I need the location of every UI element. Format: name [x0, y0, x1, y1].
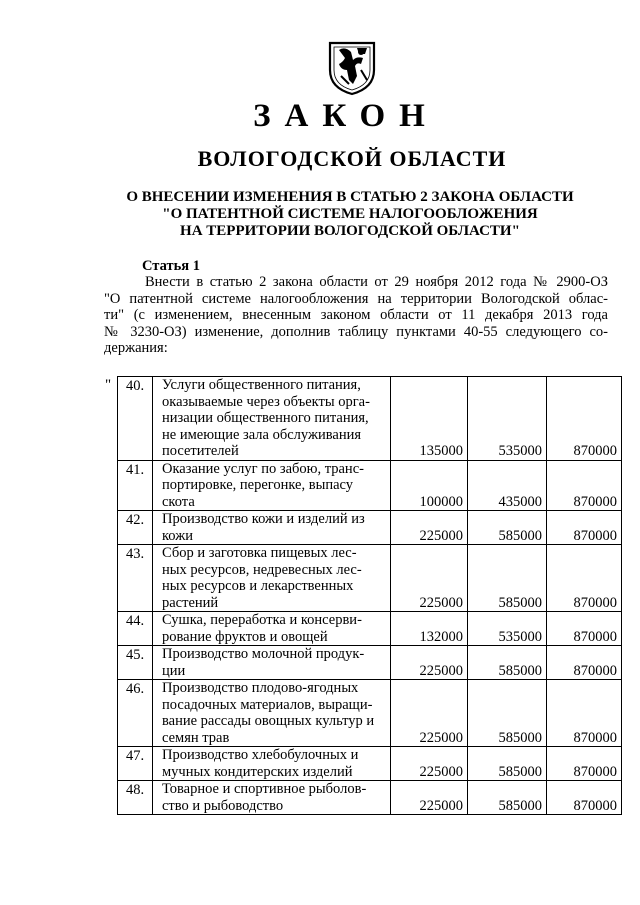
description-line: ство и рыбоводство [162, 797, 284, 814]
description-line: Товарное и спортивное рыболов- [162, 781, 367, 797]
amount-v1: 225000 [391, 511, 468, 545]
description-line: Сбор и заготовка пищевых лес- [162, 545, 357, 561]
description-line: рование фруктов и овощей [162, 628, 328, 645]
article-heading: Статья 1 [142, 258, 200, 274]
paragraph-line: ти" (с изменением, внесенным законом области от 11 декабря 2013 года [104, 307, 608, 323]
amount-v3: 870000 [547, 747, 622, 781]
amount-v2: 585000 [468, 545, 547, 612]
table-row [118, 545, 622, 612]
amount-v1: 225000 [391, 646, 468, 680]
amount-v1: 225000 [391, 680, 468, 747]
amount-v1: 135000 [391, 377, 468, 461]
amount-v1: 225000 [391, 747, 468, 781]
table-row [118, 511, 622, 545]
amount-v1: 132000 [391, 612, 468, 646]
table-row [118, 781, 622, 815]
paragraph-line: № 3230-ОЗ) изменение, дополнив таблицу пунктами 40-55 следующего со- [104, 323, 608, 340]
region-title: ВОЛОГОДСКОЙ ОБЛАСТИ [197, 146, 507, 171]
description-line: портировке, перегонке, выпасу [162, 477, 354, 493]
amount-v2: 585000 [468, 781, 547, 815]
activity-description [153, 377, 391, 461]
description-line: ных ресурсов, недревесных лес- [162, 561, 362, 578]
amount-v2: 435000 [468, 460, 547, 511]
description-line: Производство хлебобулочных и [162, 747, 359, 763]
item-number: 41. [118, 460, 153, 511]
activity-description [153, 460, 391, 511]
subject-line: НА ТЕРРИТОРИИ ВОЛОГОДСКОЙ ОБЛАСТИ" [180, 223, 520, 239]
description-line: Производство кожи и изделий из [162, 511, 365, 527]
amount-v1: 225000 [391, 781, 468, 815]
table-row [118, 680, 622, 747]
coat-of-arms-icon [327, 40, 377, 96]
amount-v1: 100000 [391, 460, 468, 511]
description-line: оказываемые через объекты орга- [162, 393, 370, 410]
item-number: 44. [118, 612, 153, 646]
amount-v3: 870000 [547, 781, 622, 815]
amount-v2: 535000 [468, 612, 547, 646]
amount-v2: 585000 [468, 511, 547, 545]
item-number: 47. [118, 747, 153, 781]
description-line: Услуги общественного питания, [162, 377, 361, 393]
amount-v3: 870000 [547, 646, 622, 680]
table-row [118, 460, 622, 511]
description-line: мучных кондитерских изделий [162, 763, 353, 780]
table-open-quote: " [105, 377, 112, 393]
amount-v3: 870000 [547, 460, 622, 511]
paragraph-line: "О патентной системе налогообложения на территории Вологодской облас- [104, 290, 608, 307]
description-line: посетителей [162, 443, 239, 459]
amount-v3: 870000 [547, 612, 622, 646]
description-line: растений [162, 594, 219, 611]
description-line: Оказание услуг по забою, транс- [162, 460, 364, 477]
activity-description [153, 511, 391, 545]
amount-v2: 585000 [468, 680, 547, 747]
amount-v3: 870000 [547, 545, 622, 612]
amount-v2: 535000 [468, 377, 547, 461]
tax-table [117, 376, 622, 815]
subject-line: "О ПАТЕНТНОЙ СИСТЕМЕ НАЛОГООБЛОЖЕНИЯ [162, 206, 538, 222]
activity-description [153, 545, 391, 612]
description-line: Производство плодово-ягодных [162, 680, 359, 696]
amount-v3: 870000 [547, 680, 622, 747]
item-number: 40. [118, 377, 153, 461]
amount-v2: 585000 [468, 646, 547, 680]
description-line: семян трав [162, 729, 230, 746]
description-line: скота [162, 493, 195, 510]
description-line: ных ресурсов и лекарственных [162, 578, 354, 594]
activity-description [153, 646, 391, 680]
description-line: посадочных материалов, выращи- [162, 696, 373, 713]
document-title: ЗАКОН [253, 98, 439, 134]
item-number: 42. [118, 511, 153, 545]
description-line: низации общественного питания, [162, 410, 369, 426]
amount-v2: 585000 [468, 747, 547, 781]
activity-description [153, 612, 391, 646]
item-number: 48. [118, 781, 153, 815]
table-row [118, 747, 622, 781]
paragraph-line: Внести в статью 2 закона области от 29 ноября 2012 года № 2900-ОЗ [145, 274, 608, 290]
description-line: Производство молочной продук- [162, 646, 365, 662]
amount-v1: 225000 [391, 545, 468, 612]
description-line: вание рассады овощных культур и [162, 713, 375, 729]
item-number: 43. [118, 545, 153, 612]
activity-description [153, 680, 391, 747]
item-number: 46. [118, 680, 153, 747]
description-line: не имеющие зала обслуживания [162, 426, 362, 443]
activity-description [153, 747, 391, 781]
activity-description [153, 781, 391, 815]
subject-line: О ВНЕСЕНИИ ИЗМЕНЕНИЯ В СТАТЬЮ 2 ЗАКОНА ОБЛАСТИ [126, 189, 574, 205]
amount-v3: 870000 [547, 511, 622, 545]
table-row [118, 377, 622, 461]
description-line: Сушка, переработка и консерви- [162, 612, 362, 628]
table-row [118, 612, 622, 646]
table-row [118, 646, 622, 680]
amount-v3: 870000 [547, 377, 622, 461]
description-line: кожи [162, 527, 193, 544]
article-paragraph [104, 274, 608, 357]
description-line: ции [162, 662, 186, 679]
law-subject [0, 189, 640, 240]
item-number: 45. [118, 646, 153, 680]
paragraph-line: держания: [104, 340, 168, 356]
